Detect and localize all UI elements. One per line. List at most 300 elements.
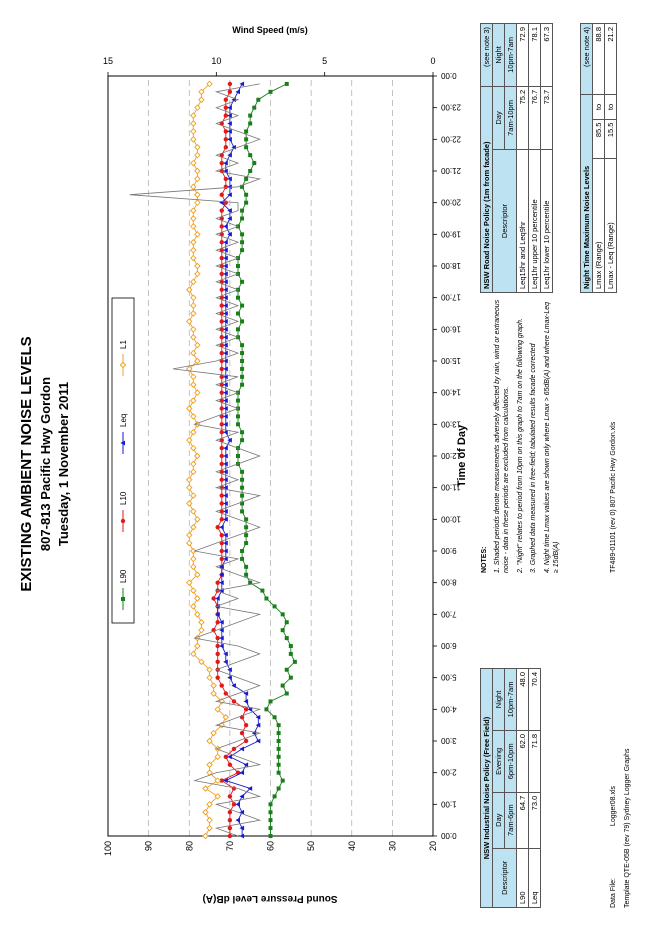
data-point (195, 643, 200, 648)
night-cell: to (593, 95, 605, 119)
legend-label: L90 (119, 569, 128, 583)
data-point (191, 374, 196, 379)
data-point (224, 145, 228, 149)
industrial-time-night: 10pm-7am (505, 669, 517, 731)
data-point (240, 478, 244, 482)
data-point (269, 818, 273, 822)
y-axis-label: Sound Pressure Level dB(A) (202, 893, 338, 904)
data-point (236, 312, 240, 316)
industrial-period-night: Night (493, 669, 505, 731)
data-point (187, 287, 192, 292)
note-item: 3. Graphed data measured in free-field; tabulated results facade corrected (530, 343, 537, 573)
night-row-label: Lmax (Range) (593, 158, 605, 292)
data-point (239, 82, 244, 87)
x-tick-label: 19:00 (441, 229, 462, 239)
reference-line: TF489-01101 (rev 0) 807 Pacific Hwy Gordon.xls (610, 421, 617, 573)
x-tick-label: 12:00 (441, 451, 462, 460)
x-tick-label: 21:00 (441, 166, 462, 175)
data-point (244, 193, 248, 197)
data-point (240, 240, 244, 244)
road-cell: 72.9 (517, 24, 529, 87)
y2-axis-label: Wind Speed (m/s) (232, 25, 308, 35)
data-point (277, 787, 281, 791)
x-tick-label: 9:00 (441, 546, 457, 555)
data-point (277, 723, 281, 727)
night-cell: 85.5 (593, 119, 605, 158)
note-item: 4. Night time Lmax values are shown only where Lmax > 65dB(A) and where Lmax-Leq ≥ 15dB(A) (543, 302, 560, 573)
data-point (187, 533, 192, 538)
data-point (187, 406, 192, 411)
x-tick-label: 5:00 (441, 672, 457, 682)
industrial-time-day: 7am-6pm (505, 792, 517, 848)
notes-block (480, 298, 566, 573)
data-point (240, 383, 244, 387)
data-point (240, 494, 244, 498)
series-line (130, 84, 260, 836)
data-point (285, 692, 289, 696)
data-point (244, 201, 248, 205)
data-point (240, 731, 244, 735)
data-point (191, 556, 196, 561)
data-point (191, 248, 196, 253)
y-tick-label: 80 (184, 841, 195, 852)
data-point (195, 343, 200, 348)
legend-marker (121, 519, 125, 523)
data-point (236, 296, 240, 300)
road-noise-table (480, 23, 553, 293)
data-point (244, 145, 248, 149)
data-point (195, 390, 200, 395)
data-point (240, 549, 244, 553)
data-point (239, 794, 244, 799)
data-point (187, 319, 192, 324)
road-row-label: Leq1hr lower 10 percentile (541, 150, 553, 293)
data-point (269, 810, 273, 814)
road-cell: 75.2 (517, 86, 529, 149)
data-point (269, 699, 273, 703)
x-tick-label: 14:00 (441, 387, 462, 397)
industrial-noise-table (480, 668, 541, 908)
data-point (269, 834, 273, 838)
data-point (207, 825, 212, 830)
data-point (187, 501, 192, 506)
x-tick-label: 17:00 (441, 292, 462, 302)
data-point (244, 573, 248, 577)
x-tick-label: 4:00 (441, 704, 457, 714)
data-point (220, 683, 224, 687)
industrial-cell: 62.0 (517, 730, 529, 792)
data-point (240, 367, 244, 371)
industrial-row-label: L90 (517, 848, 529, 907)
data-point (248, 114, 252, 118)
data-point (215, 675, 219, 679)
x-tick-label: 0:00 (441, 831, 457, 840)
data-point (240, 438, 244, 442)
data-point (240, 509, 244, 513)
data-point (191, 279, 196, 284)
data-point (240, 430, 244, 434)
data-point (191, 311, 196, 316)
data-point (277, 739, 281, 743)
data-point (244, 762, 249, 767)
data-point (260, 589, 264, 593)
data-point (240, 351, 244, 355)
data-point (187, 438, 192, 443)
x-tick-label: 18:00 (441, 261, 462, 270)
notes-heading: NOTES: (481, 546, 488, 573)
data-point (236, 454, 240, 458)
x-tick-label: 11:00 (441, 482, 461, 492)
data-point (228, 90, 232, 94)
data-point (191, 398, 196, 403)
x-axis-label: Time of Day (456, 424, 468, 488)
road-time-day: 7am-10pm (505, 86, 517, 149)
data-point (244, 525, 248, 529)
data-point (281, 684, 285, 688)
data-point (277, 771, 281, 775)
data-point (240, 248, 244, 252)
data-point (273, 604, 277, 608)
road-row-label: Leq1hr upper 10 percentile (529, 150, 541, 293)
y-axis-ticks (103, 841, 438, 856)
data-point (240, 486, 244, 490)
road-cell: 73.7 (541, 86, 553, 149)
y-tick-label: 70 (224, 841, 235, 852)
data-point (195, 612, 200, 617)
data-point (228, 818, 232, 822)
x-tick-label: 23:00 (441, 102, 462, 112)
data-point (228, 826, 232, 830)
data-point (244, 517, 248, 521)
data-point (228, 834, 232, 838)
data-point (220, 193, 224, 197)
data-point (235, 89, 240, 94)
data-point (273, 794, 277, 798)
night-table-title: Night Time Maximum Noise Levels (581, 95, 593, 293)
data-point (228, 794, 232, 798)
data-point (240, 470, 244, 474)
legend-marker (121, 597, 125, 601)
x-tick-label: 7:00 (441, 609, 457, 619)
data-point (293, 660, 297, 664)
data-point (244, 565, 248, 569)
data-point (269, 90, 273, 94)
night-cell: 15.5 (605, 119, 617, 158)
data-point (239, 770, 244, 775)
data-point (199, 628, 204, 633)
data-point (285, 636, 289, 640)
road-period-day: Day (493, 86, 505, 149)
legend-label: L1 (119, 340, 128, 349)
data-point (191, 382, 196, 387)
data-point (285, 668, 289, 672)
data-point (289, 676, 293, 680)
noise-chart (60, 0, 480, 928)
y2-tick-label: 5 (322, 56, 328, 66)
data-point (211, 683, 216, 688)
data-point (281, 779, 285, 783)
data-point (191, 255, 196, 260)
data-point (232, 699, 236, 703)
data-point (203, 810, 208, 815)
data-point (195, 192, 200, 197)
road-cell: 67.3 (541, 24, 553, 87)
data-file-line (610, 786, 617, 908)
data-point (207, 675, 212, 680)
series-line (189, 84, 226, 836)
data-point (191, 469, 196, 474)
y2-tick-label: 0 (430, 56, 436, 66)
data-point (191, 303, 196, 308)
data-point (240, 319, 244, 323)
data-point (187, 485, 192, 490)
data-point (191, 335, 196, 340)
data-point (195, 271, 200, 276)
x-tick-label: 20:00 (441, 197, 462, 207)
data-point (240, 359, 244, 363)
legend-label: Leq (119, 413, 128, 427)
data-point (264, 707, 268, 711)
data-point (277, 731, 281, 735)
data-point (199, 620, 204, 625)
road-row-label: Leq15hr and Leq9hr (517, 150, 529, 293)
data-point (207, 818, 212, 823)
data-point (195, 105, 200, 110)
industrial-table-title: NSW Industrial Noise Policy (Free Field) (481, 669, 493, 908)
data-point (191, 208, 196, 213)
data-point (220, 208, 224, 212)
data-point (244, 739, 248, 743)
template-line: Template QTE-05B (rev 79) Sydney Logger Graphs (624, 748, 631, 908)
data-point (191, 184, 196, 189)
data-file-name: Logger08.xls (610, 785, 617, 827)
data-point (277, 755, 281, 759)
industrial-row-label: Leq (529, 848, 541, 907)
data-point (195, 176, 200, 181)
data-point (240, 280, 244, 284)
night-cell: 88.8 (593, 24, 605, 95)
industrial-cell: 48.0 (517, 669, 529, 731)
industrial-period-day: Day (493, 792, 505, 848)
data-point (191, 564, 196, 569)
night-table-note: (see note 4) (581, 24, 593, 95)
data-point (264, 597, 268, 601)
data-point (240, 209, 244, 213)
x-tick-label: 22:00 (441, 134, 462, 144)
industrial-cell: 71.8 (529, 730, 541, 792)
data-point (195, 168, 200, 173)
data-point (248, 153, 252, 157)
data-point (235, 802, 240, 807)
y2-tick-label: 15 (102, 56, 114, 66)
y-tick-label: 90 (143, 841, 154, 852)
data-point (252, 106, 256, 110)
note-item: 2. "Night" relates to period from 10pm on this graph to 7am on the following graph. (516, 318, 524, 573)
data-point (236, 327, 240, 331)
data-point (244, 129, 248, 133)
data-point (191, 445, 196, 450)
data-file-label: Data File: (610, 878, 617, 908)
data-point (191, 224, 196, 229)
report-date: Tuesday, 1 November 2011 (56, 381, 71, 547)
data-point (236, 264, 240, 268)
y-tick-label: 50 (306, 841, 317, 852)
data-point (191, 129, 196, 134)
data-point (195, 453, 200, 458)
data-point (195, 596, 200, 601)
data-point (236, 414, 240, 418)
y-tick-label: 40 (346, 841, 357, 852)
data-point (223, 224, 228, 229)
data-point (191, 160, 196, 165)
data-point (240, 217, 244, 221)
data-point (191, 113, 196, 118)
road-time-night: 10pm-7am (505, 24, 517, 87)
industrial-period-evening: Evening (493, 730, 505, 792)
series-layer (130, 81, 297, 838)
data-point (285, 620, 289, 624)
data-point (232, 747, 236, 751)
data-point (228, 82, 232, 86)
data-point (269, 802, 273, 806)
road-descriptor-header: Descriptor (493, 150, 517, 293)
data-point (191, 509, 196, 514)
data-point (244, 177, 248, 181)
data-point (195, 232, 200, 237)
data-point (273, 715, 277, 719)
note-item: 1. Shaded periods denote measurements adversely affected by rain, wind or extraneous noise - data in these periods are excluded from calculations. (493, 299, 510, 573)
data-point (191, 461, 196, 466)
x-tick-label: 1:00 (441, 799, 457, 809)
industrial-time-evening: 6pm-10pm (505, 730, 517, 792)
data-point (199, 97, 204, 102)
data-point (244, 533, 248, 537)
data-point (277, 747, 281, 751)
data-point (240, 343, 244, 347)
data-point (231, 683, 236, 688)
data-point (228, 810, 232, 814)
x-tick-label: 8:00 (441, 577, 457, 587)
data-point (252, 161, 256, 165)
data-point (281, 628, 285, 632)
series-wind-speed (130, 84, 260, 836)
data-point (187, 477, 192, 482)
data-point (191, 430, 196, 435)
data-point (248, 122, 252, 126)
data-point (215, 660, 219, 664)
x-tick-label: 3:00 (441, 736, 457, 745)
x-tick-label: 6:00 (441, 641, 457, 650)
data-point (232, 786, 236, 790)
data-point (191, 588, 196, 593)
x-tick-label: 13:00 (441, 419, 462, 429)
data-point (191, 604, 196, 609)
data-point (240, 232, 244, 236)
data-point (256, 98, 260, 102)
data-point (191, 240, 196, 245)
data-point (240, 304, 244, 308)
data-point (191, 414, 196, 419)
data-point (244, 137, 248, 141)
data-point (289, 644, 293, 648)
industrial-descriptor-header: Descriptor (493, 848, 517, 907)
data-point (191, 216, 196, 221)
data-point (269, 826, 273, 830)
chart-grid (149, 76, 393, 836)
data-point (203, 833, 208, 838)
data-point (195, 517, 200, 522)
data-point (235, 818, 240, 823)
road-table-note: (see note 3) (481, 24, 493, 87)
industrial-cell: 70.4 (529, 669, 541, 731)
y2-axis-ticks (103, 56, 436, 76)
industrial-cell: 64.7 (517, 792, 529, 848)
night-max-table (580, 23, 617, 293)
data-point (191, 493, 196, 498)
data-point (224, 691, 228, 695)
legend-label: L10 (119, 491, 128, 505)
data-point (236, 422, 240, 426)
road-table-title: NSW Road Noise Policy (1m from facade) (481, 86, 493, 292)
road-period-night: Night (493, 24, 505, 87)
report-address: 807-813 Pacific Hwy Gordon (38, 376, 53, 552)
data-point (195, 263, 200, 268)
road-cell: 76.7 (529, 86, 541, 149)
data-point (191, 295, 196, 300)
chart-legend (112, 298, 134, 623)
data-point (277, 763, 281, 767)
data-point (236, 399, 240, 403)
y-tick-label: 60 (265, 841, 276, 852)
data-point (256, 739, 261, 744)
x-tick-label: 10:00 (441, 514, 462, 524)
data-point (191, 350, 196, 355)
data-point (224, 98, 228, 102)
x-tick-label: 16:00 (441, 324, 462, 334)
x-tick-label: 15:00 (441, 356, 462, 365)
data-point (285, 82, 289, 86)
report-title: EXISTING AMBIENT NOISE LEVELS (18, 336, 35, 592)
night-cell: to (605, 95, 617, 119)
data-point (240, 557, 244, 561)
data-point (187, 540, 192, 545)
night-row-label: Lmax - Leq (Range) (605, 158, 617, 292)
data-point (195, 145, 200, 150)
y-tick-label: 100 (103, 841, 113, 857)
data-point (289, 652, 293, 656)
night-cell: 21.2 (605, 24, 617, 95)
y-tick-label: 30 (387, 841, 398, 852)
data-point (191, 327, 196, 332)
data-point (203, 786, 208, 791)
data-point (244, 541, 248, 545)
y2-tick-label: 10 (211, 56, 222, 66)
industrial-cell: 73.0 (529, 792, 541, 848)
data-point (219, 525, 224, 530)
data-point (195, 200, 200, 205)
data-point (191, 525, 196, 530)
y-tick-label: 20 (428, 841, 438, 852)
x-tick-label: 2:00 (441, 767, 457, 777)
data-point (215, 652, 219, 656)
road-cell: 78.1 (529, 24, 541, 87)
data-point (224, 200, 228, 204)
data-point (191, 137, 196, 142)
data-point (244, 723, 248, 727)
data-point (248, 169, 252, 173)
data-point (228, 763, 232, 767)
data-point (240, 375, 244, 379)
